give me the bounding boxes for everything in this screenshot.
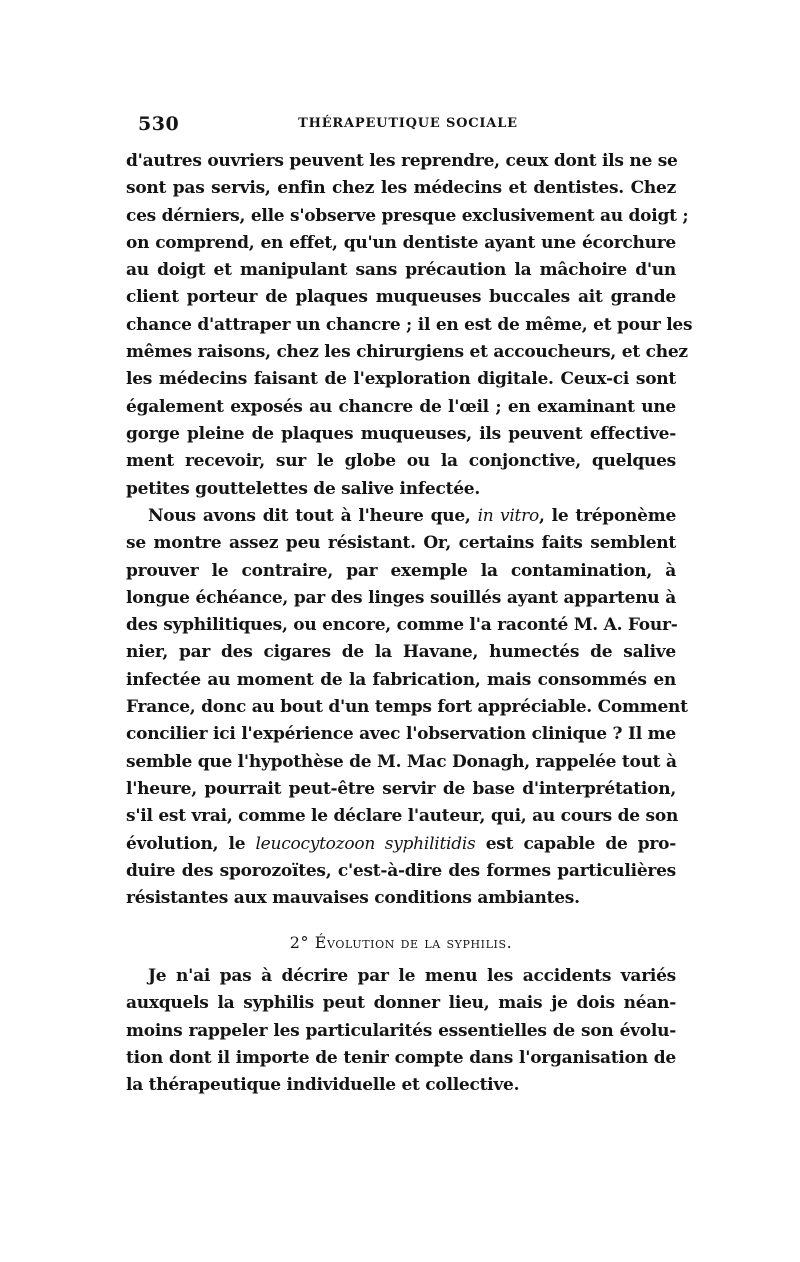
text-run: évolution, le bbox=[126, 833, 256, 854]
paragraph-1 bbox=[126, 148, 693, 503]
text-line: infectée au moment de la fabrication, mais consommés en bbox=[126, 669, 676, 690]
text-run: , le tréponème bbox=[538, 506, 677, 526]
text-line: des syphilitiques, ou encore, comme l'a raconté M. A. Four- bbox=[126, 615, 678, 636]
italic-term: leucocytozoon syphilitidis bbox=[255, 833, 476, 854]
text-line: client porteur de plaques muqueuses buccales ait grande bbox=[126, 287, 676, 308]
text-line: également exposés au chancre de l'œil ; en examinant une bbox=[126, 396, 676, 417]
text-line: sont pas servis, enfin chez les médecins et dentistes. Chez bbox=[126, 178, 676, 199]
text-line: prouver le contraire, par exemple la contamination, à bbox=[126, 560, 676, 581]
text-line: ment recevoir, sur le globe ou la conjonctive, quelques bbox=[126, 451, 676, 472]
text-line: Je n'ai pas à décrire par le menu les accidents variés bbox=[148, 966, 676, 986]
text-line: mêmes raisons, chez les chirurgiens et accoucheurs, et chez bbox=[126, 342, 688, 363]
text-line: s'il est vrai, comme le déclare l'auteur, qui, au cours de son bbox=[126, 806, 679, 827]
text-line: au doigt et manipulant sans précaution la mâchoire d'un bbox=[126, 260, 676, 281]
text-run: est capable de pro- bbox=[475, 833, 676, 854]
italic-term: in vitro bbox=[477, 506, 539, 526]
section-title: Évolution de la syphilis. bbox=[314, 933, 513, 952]
text-line: d'autres ouvriers peuvent les reprendre, ceux dont ils ne se bbox=[126, 151, 678, 171]
paragraph-3 bbox=[126, 963, 676, 1099]
text-line: semble que l'hypothèse de M. Mac Donagh, rappelée tout à bbox=[126, 751, 677, 772]
text-line: tion dont il importe de tenir compte dans l'organisation de bbox=[126, 1047, 676, 1068]
text-line: moins rappeler les particularités essentielles de son évolu- bbox=[126, 1020, 676, 1041]
text-run: Nous avons dit tout à l'heure que, bbox=[148, 506, 478, 526]
text-line: petites gouttelettes de salive infectée. bbox=[126, 478, 480, 499]
text-line: les médecins faisant de l'exploration digitale. Ceux-ci sont bbox=[126, 369, 676, 390]
text-line: résistantes aux mauvaises conditions ambiantes. bbox=[126, 888, 580, 909]
text-line: se montre assez peu résistant. Or, certains faits semblent bbox=[126, 533, 676, 554]
page-number: 530 bbox=[138, 113, 180, 135]
section-heading bbox=[126, 933, 676, 952]
text-line bbox=[126, 831, 676, 858]
paragraph-2 bbox=[126, 503, 688, 912]
text-line bbox=[126, 503, 676, 530]
text-line: gorge pleine de plaques muqueuses, ils peuvent effective- bbox=[126, 423, 676, 444]
running-title: THÉRAPEUTIQUE SOCIALE bbox=[298, 116, 518, 131]
text-line: auxquels la syphilis peut donner lieu, mais je dois néan- bbox=[126, 993, 676, 1014]
text-line: ces dérniers, elle s'observe presque exclusivement au doigt ; bbox=[126, 205, 689, 226]
text-line: l'heure, pourrait peut-être servir de base d'interprétation, bbox=[126, 778, 676, 799]
section-number: 2° bbox=[289, 933, 310, 952]
text-line: chance d'attraper un chancre ; il en est de même, et pour les bbox=[126, 314, 693, 335]
running-head bbox=[138, 113, 678, 137]
text-line: nier, par des cigares de la Havane, humectés de salive bbox=[126, 642, 676, 663]
text-line: France, donc au bout d'un temps fort appréciable. Comment bbox=[126, 697, 688, 718]
text-line: la thérapeutique individuelle et collective. bbox=[126, 1075, 520, 1096]
text-line: concilier ici l'expérience avec l'observation clinique ? Il me bbox=[126, 724, 676, 745]
text-line: on comprend, en effet, qu'un dentiste ayant une écorchure bbox=[126, 232, 676, 253]
text-line: duire des sporozoïtes, c'est-à-dire des formes particulières bbox=[126, 860, 676, 881]
text-line: longue échéance, par des linges souillés ayant appartenu à bbox=[126, 587, 676, 608]
